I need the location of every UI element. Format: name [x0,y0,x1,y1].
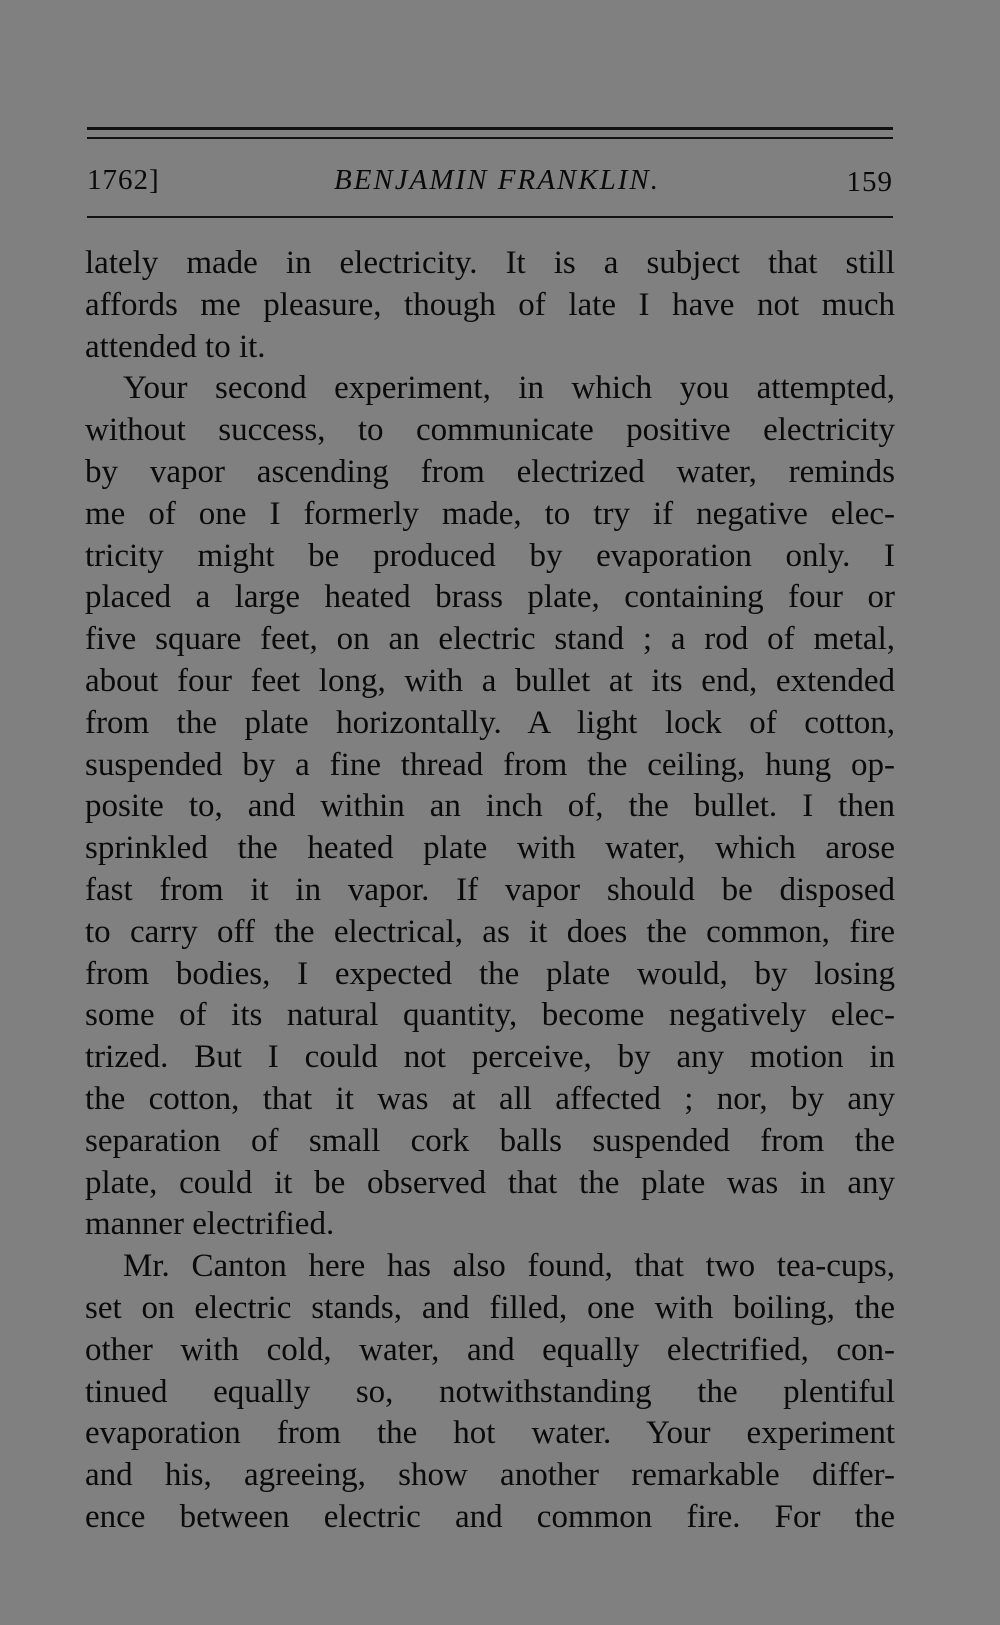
text-line: by vapor ascending from electrized water, reminds [85,453,895,490]
text-line: affords me pleasure, though of late I have not much [85,286,895,323]
text-line: suspended by a fine thread from the ceiling, hung op- [85,746,895,783]
text-line: about four feet long, with a bullet at its end, extended [85,662,895,699]
text-line: placed a large heated brass plate, containing four or [85,579,895,616]
text-line: tricity might be produced by evaporation only. I [85,537,895,574]
text-line: without success, to communicate positive electricity [85,412,895,449]
text-line: Your second experiment, in which you attempted, [123,370,895,407]
text-line: evaporation from the hot water. Your experiment [85,1415,895,1452]
text-line: plate, could it be observed that the plate was in any [85,1164,895,1201]
running-head [87,160,893,200]
text-line: set on electric stands, and filled, one with boiling, the [85,1289,895,1326]
body-text [85,243,895,1539]
text-line: Mr. Canton here has also found, that two tea-cups, [123,1248,895,1285]
text-line: fast from it in vapor. If vapor should be disposed [85,871,895,908]
text-line: other with cold, water, and equally electrified, con- [85,1331,895,1368]
text-line: some of its natural quantity, become negatively elec- [85,997,895,1034]
running-head-title: BENJAMIN FRANKLIN. [334,164,660,196]
text-line: separation of small cork balls suspended from the [85,1122,895,1159]
top-rule [87,127,893,130]
text-line: sprinkled the heated plate with water, which arose [85,830,895,867]
text-line: lately made in electricity. It is a subject that still [85,245,895,281]
text-line: the cotton, that it was at all affected ; nor, by any [85,1080,895,1117]
text-line: attended to it. [85,328,266,365]
text-line: ence between electric and common fire. For the [85,1498,895,1535]
header-rule [87,216,893,218]
top-rule-thin [87,137,893,139]
text-line: five square feet, on an electric stand ; a rod of metal, [85,621,895,658]
text-line: from bodies, I expected the plate would, by losing [85,955,895,992]
text-line: to carry off the electrical, as it does the common, fire [85,913,895,950]
text-line: posite to, and within an inch of, the bullet. I then [85,788,895,825]
text-line: me of one I formerly made, to try if negative elec- [85,495,895,532]
text-line: tinued equally so, notwithstanding the plentiful [85,1373,895,1410]
text-line: and his, agreeing, show another remarkable differ- [85,1457,895,1494]
page-number: 159 [846,166,893,198]
text-line: manner electrified. [85,1206,335,1243]
text-line: trized. But I could not perceive, by any motion in [85,1039,895,1076]
text-line: from the plate horizontally. A light lock of cotton, [85,704,895,741]
running-head-year: 1762] [87,164,160,196]
